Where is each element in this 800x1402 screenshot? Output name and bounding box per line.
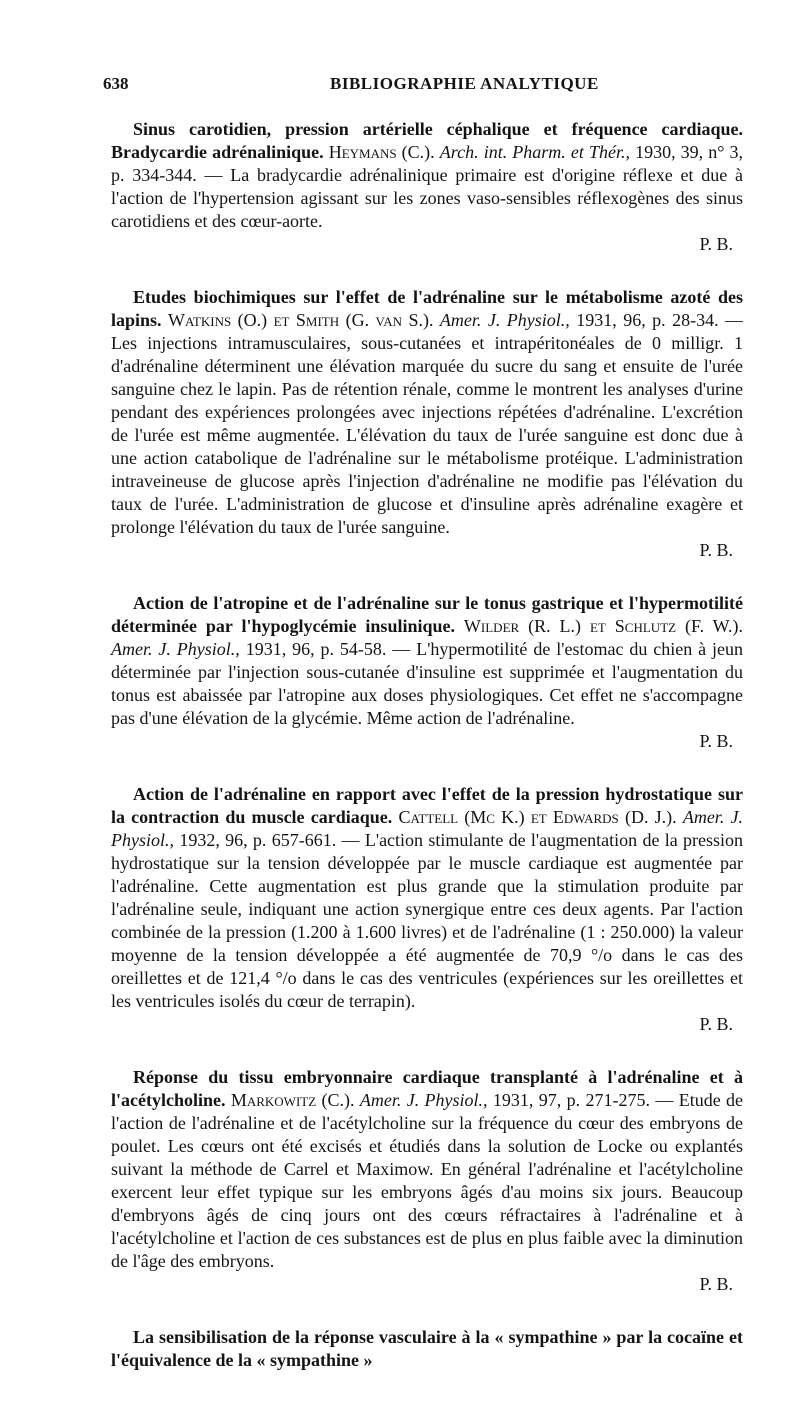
entry-signature: P. B.	[699, 731, 733, 751]
entry-authors: Watkins (O.) et Smith (G. van S.).	[167, 310, 434, 330]
abstract-entry-5	[111, 1066, 743, 1296]
entry-journal: Amer. J. Physiol.,	[111, 639, 240, 659]
entry-signature: P. B.	[699, 1274, 733, 1294]
entry-title: La sensibilisation de la réponse vasculaire à la « sympathine » par la cocaïne et l'équivalence de la « sympathine »	[111, 1327, 743, 1370]
entry-abstract: — La bradycardie adrénalinique primaire est d'origine réflexe et due à l'action de l'hypertension agissant sur les zones vaso-sensibles réflexogènes des sinus carotidiens et des cœur-aorte.	[111, 165, 743, 231]
page-number: 638	[103, 74, 129, 93]
entry-title: Réponse du tissu embryonnaire cardiaque transplanté à l'adrénaline et à l'acétylcholine.	[111, 1067, 743, 1110]
entry-authors: Wilder (R. L.) et Schlutz (F. W.).	[463, 616, 744, 636]
entry-signature: P. B.	[699, 234, 733, 254]
entry-authors: Markowitz (C.).	[230, 1090, 355, 1110]
entry-title: Etudes biochimiques sur l'effet de l'adrénaline sur le métabolisme azoté des lapins.	[111, 287, 743, 330]
entry-authors: Cattell (Mc K.) et Edwards (D. J.).	[398, 807, 677, 827]
entry-citation: 1930, 39, n° 3, p. 334-344.	[111, 142, 744, 185]
abstract-entry-2	[111, 286, 743, 562]
entry-journal: Amer. J. Physiol.,	[439, 310, 570, 330]
entry-title: Sinus carotidien, pression artérielle céphalique et fréquence cardiaque. Bradycardie adrénalinique.	[111, 119, 743, 162]
abstract-entry-4	[111, 783, 743, 1036]
entry-journal: Amer. J. Physiol.,	[359, 1090, 488, 1110]
page-body	[111, 118, 743, 1402]
abstract-entry-1	[111, 118, 743, 256]
entry-abstract: — Les injections intramusculaires, sous-cutanées et intrapéritonéales de 0 milligr. 1 d'adrénaline déterminent une élévation marquée du sucre du sang et ensuite de l'urée sanguine chez le lapin. Pas de rétention rénale, comme le montrent les analyses d'urine pendant des expériences prolongées avec injections répétées d'adrénaline. L'excrétion de l'urée est même augmentée. L'élévation du taux de l'urée sanguine est donc due à une action catabolique de l'adrénaline sur le métabolisme protéique. L'administration intraveineuse de glucose après l'injection d'adrénaline ne modifie pas l'élévation du taux de l'urée. L'administration de glucose et d'insuline après adrénaline exagère et prolonge l'élévation du taux de l'urée sanguine.	[111, 310, 744, 537]
abstract-entry-6	[111, 1326, 743, 1372]
entry-paragraph	[111, 592, 743, 753]
running-title: BIBLIOGRAPHIE ANALYTIQUE	[330, 74, 599, 93]
entry-citation: 1931, 96, p. 28-34.	[576, 310, 719, 330]
entry-abstract: — L'hypermotilité de l'estomac du chien à jeun déterminée par l'injection sous-cutanée d'insuline est supprimée et l'augmentation du tonus est abaissée par l'atropine aux doses physiologiques. Cet effet ne s'accompagne pas d'une élévation de la glycémie. Même action de l'adrénaline.	[111, 639, 743, 728]
entry-citation: 1932, 96, p. 657-661.	[179, 830, 337, 850]
entry-paragraph	[111, 783, 743, 1036]
entry-authors: Heymans (C.).	[328, 142, 435, 162]
entry-paragraph	[111, 118, 743, 256]
entry-signature: P. B.	[699, 1014, 733, 1034]
entry-paragraph	[111, 1326, 743, 1372]
entry-paragraph	[111, 1066, 743, 1296]
entry-journal: Amer. J. Physiol.,	[111, 807, 743, 850]
entry-signature: P. B.	[699, 540, 733, 560]
entry-title: Action de l'adrénaline en rapport avec l'effet de la pression hydrostatique sur la contraction du muscle cardiaque.	[111, 784, 743, 827]
entry-paragraph	[111, 286, 743, 562]
entry-title: Action de l'atropine et de l'adrénaline sur le tonus gastrique et l'hypermotilité déterminée par l'hypoglycémie insulinique.	[111, 593, 743, 636]
entry-abstract: — L'action stimulante de l'augmentation de la pression hydrostatique sur la tension développée par le muscle cardiaque est augmentée par l'adrénaline. Cette augmentation est plus grande que la stimulation produite par l'adrénaline seule, indiquant une action synergique entre ces deux agents. Par l'action combinée de la pression (1.200 à 1.600 livres) et de l'adrénaline (1 : 250.000) la valeur moyenne de la tension développée a été augmentée de 70,9 °/o dans le cas des oreillettes et de 121,4 °/o dans le cas des ventricules (expériences sur les oreillettes et les ventricules isolés du cœur de terrapin).	[111, 830, 744, 1011]
entry-abstract: — Etude de l'action de l'adrénaline et de l'acétylcholine sur la fréquence du cœur des embryons de poulet. Les cœurs ont été excisés et étudiés dans la solution de Locke ou explantés suivant la méthode de Carrel et Maximow. En général l'adrénaline et l'acétylcholine exercent leur effet typique sur les embryons âgés d'au moins six jours. Beaucoup d'embryons âgés de cinq jours ont des cœurs réfractaires à l'adrénaline et à l'acétylcholine et l'action de ces substances est de plus en plus faible avec la diminution de l'âge des embryons.	[111, 1090, 744, 1271]
abstract-entry-3	[111, 592, 743, 753]
entry-journal: Arch. int. Pharm. et Thér.,	[439, 142, 630, 162]
entry-citation: 1931, 97, p. 271-275.	[492, 1090, 650, 1110]
entry-citation: 1931, 96, p. 54-58.	[245, 639, 387, 659]
